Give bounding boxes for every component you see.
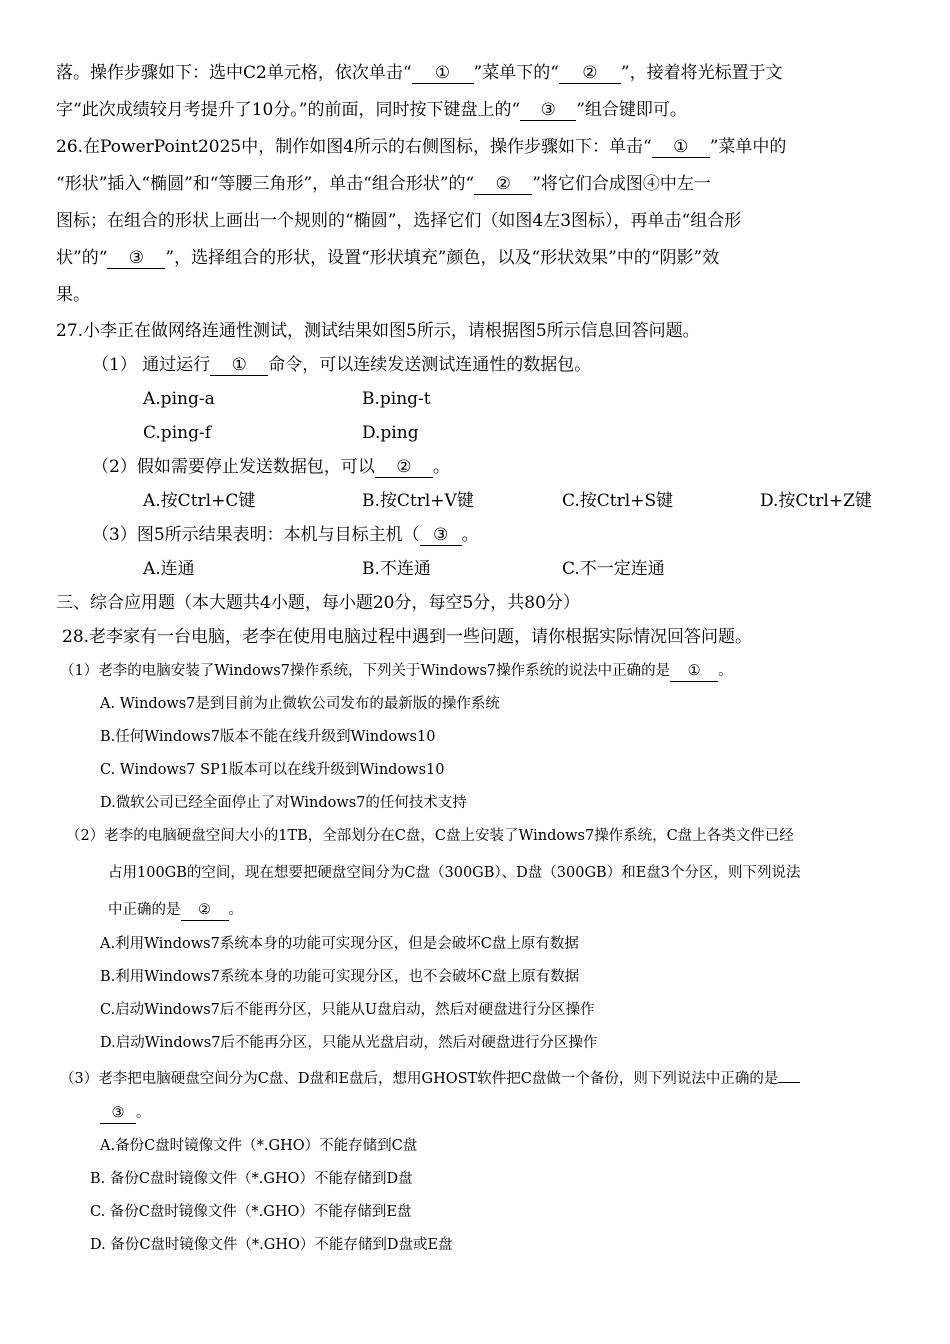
q26-line-2 <box>56 171 711 197</box>
q25-text: 落。操作步骤如下：选中C2单元格，依次单击“ <box>56 63 412 83</box>
answer-blank-1: ① <box>670 661 718 682</box>
q28-part-2-line-1: （2）老李的电脑硬盘空间大小的1TB，全部划分在C盘，C盘上安装了Windows7操作系统，C盘上各类文件已经 <box>66 828 794 844</box>
answer-blank-3: ③ <box>520 100 576 121</box>
q28-text: 。 <box>718 663 733 679</box>
q25-text: 字“此次成绩较月考提升了10分。”的前面，同时按下键盘上的“ <box>56 100 521 120</box>
option-c: C.按Ctrl+S键 <box>562 491 674 511</box>
option-b: B. 备份C盘时镜像文件（*.GHO）不能存储到D盘 <box>90 1171 413 1187</box>
q28-part-1 <box>60 658 733 684</box>
answer-blank-3: ③ <box>420 525 462 546</box>
answer-blank-2: ② <box>474 174 532 195</box>
q27-part-1 <box>92 352 591 378</box>
answer-blank-2: ② <box>181 900 229 921</box>
q28-text: （1）老李的电脑安装了Windows7操作系统，下列关于Windows7操作系统的说法中正确的是 <box>60 663 671 679</box>
option-d: D.ping <box>362 423 419 443</box>
q26-text: “形状”插入“椭圆”和“等腰三角形”，单击“组合形状”的“ <box>56 174 475 194</box>
answer-blank-3: ③ <box>107 248 165 269</box>
option-d: D. 备份C盘时镜像文件（*.GHO）不能存储到D盘或E盘 <box>90 1237 453 1253</box>
option-a: A.利用Windows7系统本身的功能可实现分区，但是会破坏C盘上原有数据 <box>100 936 579 952</box>
option-a: A.按Ctrl+C键 <box>143 491 256 511</box>
answer-blank-2: ② <box>559 63 621 84</box>
q28-part-2-line-3 <box>108 897 243 923</box>
q28-text: （3）老李把电脑硬盘空间分为C盘、D盘和E盘后，想用GHOST软件把C盘做一个备份，则下列说法中正确的是 <box>60 1071 779 1087</box>
option-a: A. Windows7是到目前为止微软公司发布的最新版的操作系统 <box>100 696 500 712</box>
q27-text: 。 <box>432 457 450 477</box>
q27-text: （1） 通过运行 <box>92 355 211 375</box>
q26-line-3: 图标；在组合的形状上画出一个规则的“椭圆”，选择它们（如图4左3图标），再单击“组合形 <box>56 211 742 231</box>
option-b: B.ping-t <box>362 389 431 409</box>
q25-text: ”菜单下的“ <box>473 63 559 83</box>
q28-text: 。 <box>136 1105 151 1121</box>
q26-text: ”将它们合成图④中左一 <box>532 174 711 194</box>
q27-part-2 <box>92 454 450 480</box>
answer-blank-1: ① <box>210 355 268 376</box>
q25-text: ”组合键即可。 <box>576 100 687 120</box>
q28-text: 。 <box>228 902 243 918</box>
option-c: C. Windows7 SP1版本可以在线升级到Windows10 <box>100 762 445 778</box>
q28-part-3-line-2 <box>100 1100 151 1126</box>
q26-text: 状”的“ <box>56 248 108 268</box>
option-a: A.连通 <box>143 559 195 579</box>
option-a: A.备份C盘时镜像文件（*.GHO）不能存储到C盘 <box>100 1138 418 1154</box>
q26-text: ”，选择组合的形状，设置“形状填充”颜色，以及“形状效果”中的“阴影”效 <box>165 248 720 268</box>
q27-stem: 27.小李正在做网络连通性测试，测试结果如图5所示，请根据图5所示信息回答问题。 <box>56 321 700 341</box>
answer-blank-3: ③ <box>100 1103 136 1124</box>
option-b: B.利用Windows7系统本身的功能可实现分区，也不会破坏C盘上原有数据 <box>100 969 580 985</box>
q28-stem: 28.老李家有一台电脑，老李在使用电脑过程中遇到一些问题，请你根据实际情况回答问题。 <box>62 627 753 647</box>
answer-blank-3-start <box>778 1082 800 1083</box>
option-b: B.任何Windows7版本不能在线升级到Windows10 <box>100 729 436 745</box>
q27-text: （3）图5所示结果表明：本机与目标主机（ <box>92 525 420 545</box>
q28-text: 中正确的是 <box>108 902 181 918</box>
q27-text: （2）假如需要停止发送数据包，可以 <box>92 457 375 477</box>
q26-text: 26.在PowerPoint2025中，制作如图4所示的右侧图标，操作步骤如下：单击“ <box>56 137 652 157</box>
answer-blank-1: ① <box>412 63 474 84</box>
option-c: C. 备份C盘时镜像文件（*.GHO）不能存储到E盘 <box>90 1204 412 1220</box>
q25-line-2 <box>56 97 687 123</box>
q26-line-5: 果。 <box>56 285 90 305</box>
option-b: B.不连通 <box>362 559 431 579</box>
option-c: C.启动Windows7后不能再分区，只能从U盘启动，然后对硬盘进行分区操作 <box>100 1002 595 1018</box>
q26-line-4 <box>56 245 719 271</box>
q27-text: 。 <box>461 525 479 545</box>
option-c: C.ping-f <box>143 423 211 443</box>
q27-text: 命令，可以连续发送测试连通性的数据包。 <box>268 355 592 375</box>
option-d: D.按Ctrl+Z键 <box>760 491 872 511</box>
q28-part-3-line-1 <box>60 1066 800 1092</box>
q25-line-1 <box>56 60 783 86</box>
q25-text: ”，接着将光标置于文 <box>620 63 783 83</box>
option-d: D.启动Windows7后不能再分区，只能从光盘启动，然后对硬盘进行分区操作 <box>100 1035 598 1051</box>
q26-line-1 <box>56 134 786 160</box>
answer-blank-2: ② <box>375 457 433 478</box>
q27-part-3 <box>92 522 479 548</box>
option-c: C.不一定连通 <box>562 559 665 579</box>
option-b: B.按Ctrl+V键 <box>362 491 474 511</box>
q28-part-2-line-2: 占用100GB的空间，现在想要把硬盘空间分为C盘（300GB）、D盘（300GB）和E盘3个分区，则下列说法 <box>108 865 801 881</box>
section-heading: 三、综合应用题（本大题共4小题，每小题20分，每空5分，共80分） <box>56 593 580 613</box>
q26-text: ”菜单中的 <box>709 137 787 157</box>
option-d: D.微软公司已经全面停止了对Windows7的任何技术支持 <box>100 795 467 811</box>
answer-blank-1: ① <box>652 137 710 158</box>
option-a: A.ping-a <box>143 389 215 409</box>
